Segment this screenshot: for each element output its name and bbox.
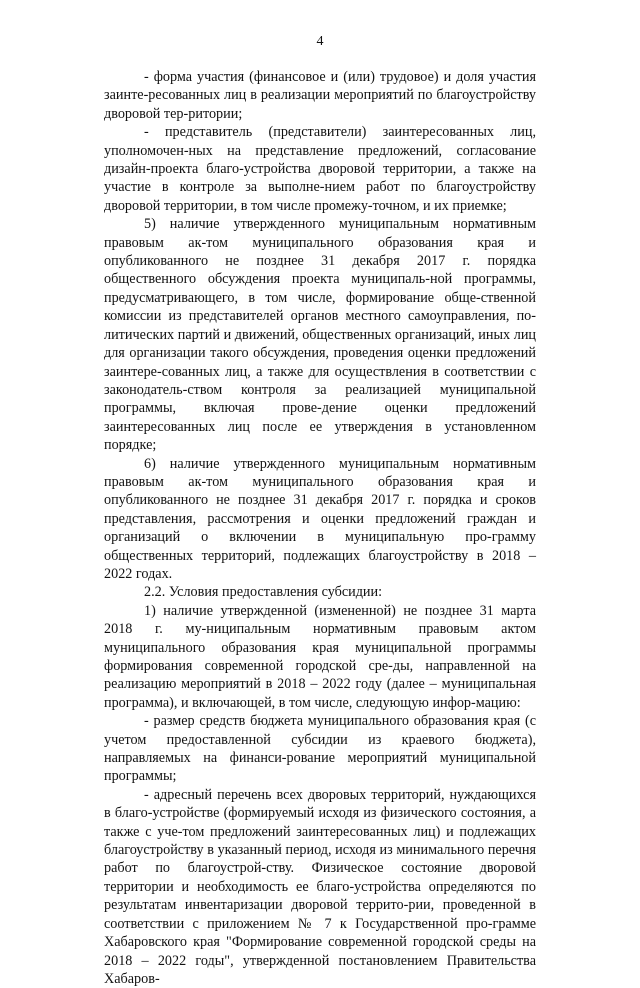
paragraph-address-list: - адресный перечень всех дворовых территорий, нуждающихся в благо-устройстве (формируемый исходя из физического состояния, а также с уче-том предложений заинтересованных лиц) и подлежащих благоустройству в указанный период, исходя из минимального перечня работ по благоустрой-ству. Физическое состояние дворовой территории и необходимость ее благо-устройства определяются по результатам инвентаризации дворовой террито-рии, проведенной в соответствии с приложением № 7 к Государственной про-грамме Хабаровского края "Формирование современной городской среды на 2018 – 2022 годы", утвержденной постановлением Правительства Хабаров- xyxy=(104,786,536,987)
paragraph-budget-size: - размер средств бюджета муниципального образования края (с учетом предоставленной субсидии из краевого бюджета), направляемых на финанси-рование мероприятий муниципальной программы; xyxy=(104,713,536,785)
paragraph-participation-form: - форма участия (финансовое и (или) трудовое) и доля участия заинте-ресованных лиц в реализации мероприятий по благоустройству дворовой тер-ритории; xyxy=(104,69,536,122)
paragraph-section-2-2: 2.2. Условия предоставления субсидии: xyxy=(144,584,383,601)
document-body xyxy=(104,68,536,988)
paragraph-representatives: - представитель (представители) заинтересованных лиц, уполномочен-ных на представление предложений, согласование дизайн-проекта благо-устройства дворовой территории, а также на участие в контроле за выполне-нием работ по благоустройству дворовой территории, в том числе промежу-точном, и их приемке; xyxy=(104,124,536,214)
paragraph-item-6: 6) наличие утвержденного муниципальным нормативным правовым ак-том муниципального образования края и опубликованного не позднее 31 декабря 2017 г. порядка и сроков представления, рассмотрения и оценки предложений граждан и организаций о включении в муниципальную про-грамму общественных территорий, подлежащих благоустройству в 2018 – 2022 годах. xyxy=(104,455,536,582)
paragraph-item-5: 5) наличие утвержденного муниципальным нормативным правовым ак-том муниципального образования края и опубликованного не позднее 31 декабря 2017 г. порядка общественного обсуждения проекта муниципаль-ной программы, предусматривающего, в том числе, формирование обще-ственной комиссии из представителей органов местного самоуправления, по-литических партий и движений, общественных организаций, иных лиц для организации такого обсуждения, проведения оценки предложений заинтере-сованных лиц, а также для осуществления в соответствии с законодатель-ством контроля за реализацией муниципальной программы, включая прове-дение оценки предложений заинтересованных лиц после ее утверждения в установленном порядке; xyxy=(104,216,536,454)
page-number: 4 xyxy=(316,34,324,49)
paragraph-condition-1: 1) наличие утвержденной (измененной) не позднее 31 марта 2018 г. му-ниципальным нормативным правовым актом муниципального образования края муниципальной программы формирования современной городской сре-ды, направленной на реализацию мероприятий в 2018 – 2022 году (далее – муниципальная программа), и включающей, в том числе, следующую инфор-мацию: xyxy=(104,602,536,711)
